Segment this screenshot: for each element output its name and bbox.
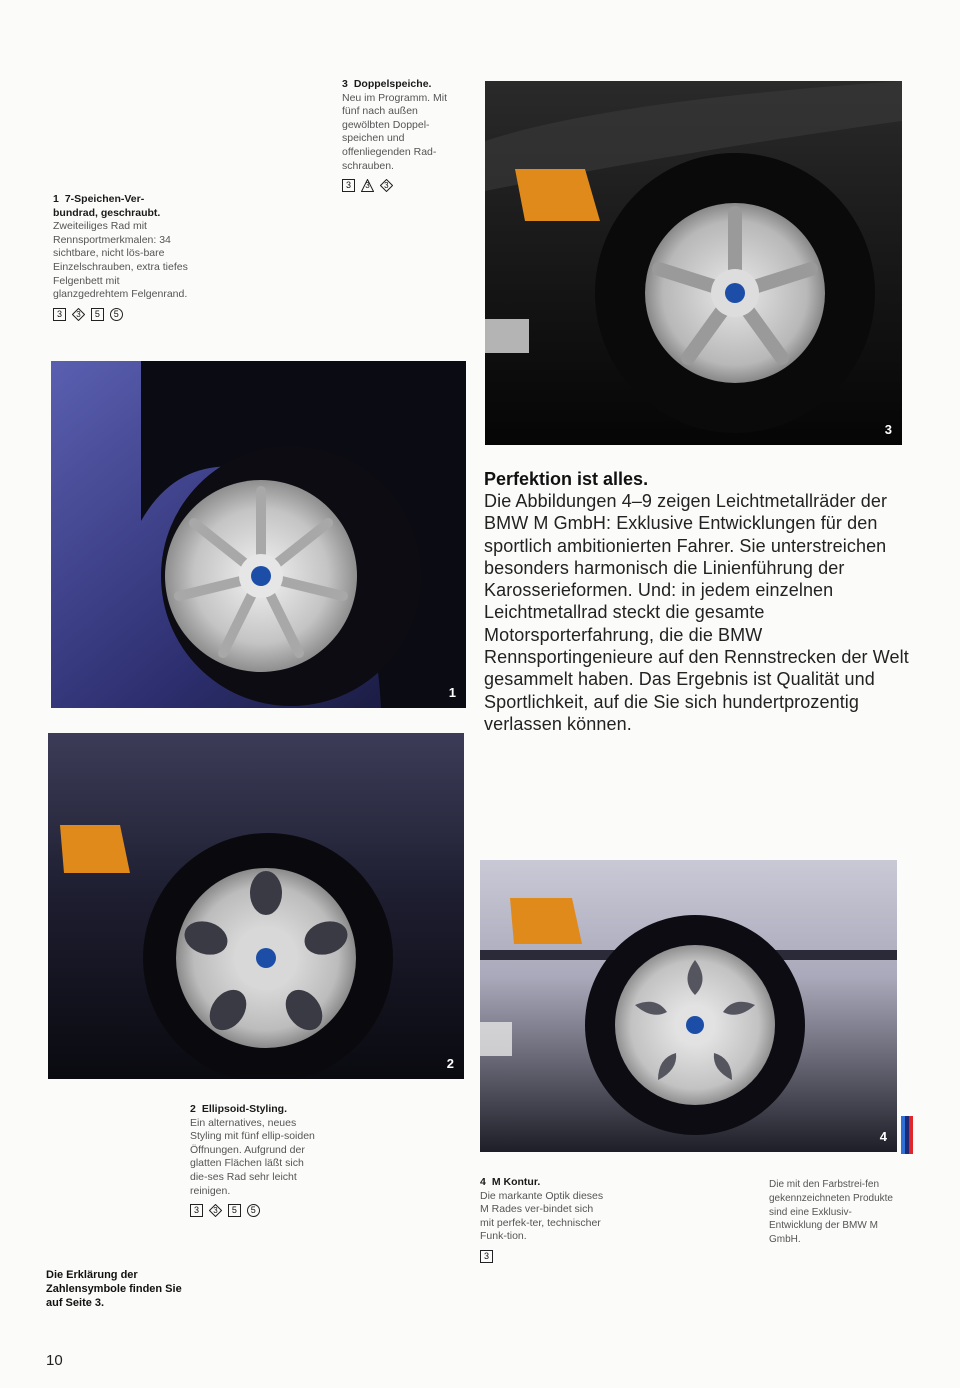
diamond-symbol: 3	[209, 1204, 222, 1217]
caption-number: 1	[53, 193, 59, 205]
wheel-photo-image	[480, 860, 897, 1152]
caption-title: M Kontur.	[491, 1176, 541, 1188]
square-symbol: 3	[190, 1204, 203, 1217]
m-stripe-red	[909, 1116, 913, 1154]
square-symbol: 3	[342, 179, 355, 192]
photo-wheel-2	[48, 733, 464, 1079]
photo-number: 2	[446, 1056, 454, 1071]
circle-symbol: 5	[247, 1204, 260, 1217]
caption-title: 7-Speichen-Ver- bundrad, geschraubt.	[53, 193, 161, 219]
m-stripe-note: Die mit den Farbstrei-fen gekennzeichneten Produkte sind eine Exklusiv-Entwicklung der BMW M GmbH.	[769, 1179, 893, 1246]
caption-double-spoke	[342, 78, 464, 193]
photo-number: 1	[448, 685, 456, 700]
photo-number: 4	[879, 1129, 887, 1144]
square-symbol: 5	[228, 1204, 241, 1217]
photo-number: 3	[884, 422, 892, 437]
m-color-stripe	[901, 1116, 913, 1154]
caption-number: 4	[480, 1176, 486, 1188]
caption-ellipsoid	[190, 1103, 320, 1218]
square-symbol: 3	[53, 308, 66, 321]
headline-title: Perfektion ist alles.	[484, 469, 649, 489]
headline-body: Die Abbildungen 4–9 zeigen Leichtmetallräder der BMW M GmbH: Exklusive Entwicklungen für den sportlich ambitionierten Fahrer. Sie unterstreichen besonders harmonisch die Linienführung der Karosserieformen. Und: in jedem einzelnen Leichtmetallrad steckt die gesamte Motorsporterfahrung, die die BMW Rennsportingenieure auf den Rennstrecken der Welt gesammelt haben. Das Ergebnis ist Qualität und Sportlichkeit, auf die Sie sich hundertprozentig verlassen können.	[484, 491, 909, 734]
caption-number: 2	[190, 1103, 196, 1115]
wheel-photo-image	[48, 733, 464, 1079]
diamond-symbol: 3	[72, 308, 85, 321]
symbol-row	[190, 1204, 320, 1218]
caption-number: 3	[342, 78, 348, 90]
symbol-row	[480, 1250, 610, 1264]
caption-body: Ein alternatives, neues Styling mit fünf ellip-soiden Öffnungen. Aufgrund der glatten Flächen läßt sich die-ses Rad sehr leicht reinigen.	[190, 1116, 315, 1197]
symbol-row	[53, 308, 188, 322]
diamond-symbol: 3	[380, 179, 393, 192]
caption-body: Neu im Programm. Mit fünf nach außen gewölbten Doppel-speichen und offenliegenden Rad-schrauben.	[342, 91, 448, 172]
circle-symbol: 5	[110, 308, 123, 321]
photo-wheel-1	[51, 361, 466, 708]
photo-wheel-3	[485, 81, 902, 445]
caption-body: Die markante Optik dieses M Rades ver-bindet sich mit perfek-ter, technischer Funk-tion.	[480, 1189, 604, 1243]
square-symbol: 3	[480, 1250, 493, 1263]
photo-wheel-4	[480, 860, 897, 1152]
triangle-symbol: 3	[361, 179, 374, 192]
wheel-photo-image	[51, 361, 466, 708]
caption-m-kontur	[480, 1176, 610, 1264]
page-number: 10	[46, 1352, 63, 1369]
caption-body: Zweiteiliges Rad mit Rennsportmerkmalen: 34 sichtbare, nicht lös-bare Einzelschrauben, extra tiefes Felgenbett mit glanzgedrehtem Felgenrand.	[53, 220, 188, 301]
wheel-photo-image	[485, 81, 902, 445]
square-symbol: 5	[91, 308, 104, 321]
caption-title: Ellipsoid-Styling.	[201, 1103, 288, 1115]
caption-7-spoke	[53, 193, 188, 322]
symbol-row	[342, 179, 464, 193]
headline-block	[484, 468, 924, 735]
symbols-note: Die Erklärung der Zahlensymbole finden Sie auf Seite 3.	[46, 1269, 182, 1309]
caption-title: Doppelspeiche.	[353, 78, 432, 90]
